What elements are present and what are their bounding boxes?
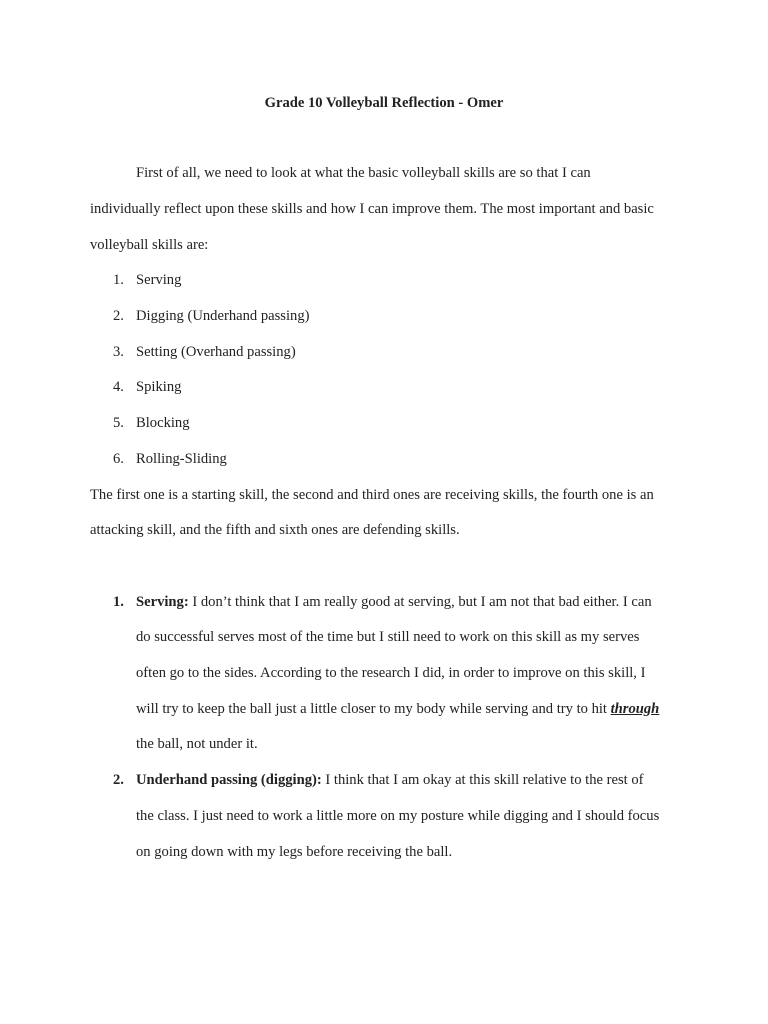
list-item: Blocking [136,415,190,431]
intro-line-2: individually reflect upon these skills and how I can improve them. The most important and basic [90,201,654,217]
list-item: Rolling-Sliding [136,451,227,467]
intro-line-1: First of all, we need to look at what the basic volleyball skills are so that I can [136,165,591,181]
list-item-number: 3. [113,344,124,360]
reflection-text: I think that I am okay at this skill relative to the rest of [321,772,644,788]
emphasized-word: through [610,701,660,717]
reflection-line [136,770,644,790]
reflection-line: the ball, not under it. [136,736,258,752]
list-item-number: 2. [113,308,124,324]
reflection-line: often go to the sides. According to the research I did, in order to improve on this skill, I [136,665,646,681]
reflection-line [136,699,659,719]
reflection-text: will try to keep the ball just a little closer to my body while serving and try to hit [136,701,611,717]
summary-line-2: attacking skill, and the fifth and sixth ones are defending skills. [90,522,460,538]
list-item: Serving [136,272,182,288]
reflection-line: on going down with my legs before receiving the ball. [136,844,453,860]
reflection-text: I don’t think that I am really good at serving, but I am not that bad either. I can [188,594,652,610]
reflection-number: 2. [113,772,124,788]
list-item-number: 4. [113,379,124,395]
reflection-number: 1. [113,594,124,610]
summary-line-1: The first one is a starting skill, the second and third ones are receiving skills, the fourth one is an [90,487,654,503]
document-title: Grade 10 Volleyball Reflection - Omer [264,95,504,111]
reflection-heading: Serving: [136,594,189,610]
list-item: Setting (Overhand passing) [136,344,296,360]
list-item-number: 1. [113,272,124,288]
list-item: Spiking [136,379,182,395]
list-item-number: 6. [113,451,124,467]
reflection-line: the class. I just need to work a little more on my posture while digging and I should focus [136,808,660,824]
reflection-line: do successful serves most of the time but I still need to work on this skill as my serves [136,629,640,645]
reflection-heading: Underhand passing (digging): [136,772,322,788]
list-item: Digging (Underhand passing) [136,308,310,324]
list-item-number: 5. [113,415,124,431]
reflection-line [136,592,652,612]
intro-line-3: volleyball skills are: [90,237,209,253]
